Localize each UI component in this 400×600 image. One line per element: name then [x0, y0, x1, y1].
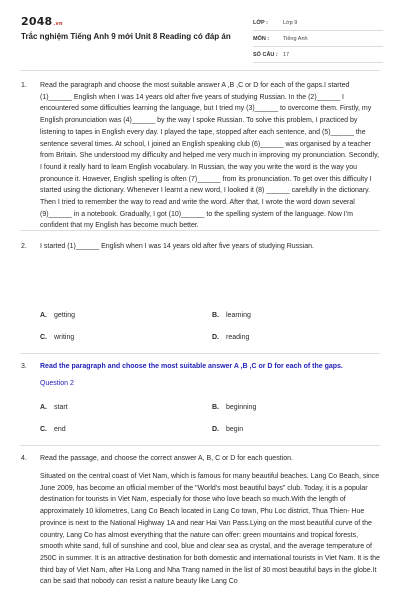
question-text: Read the paragraph and choose the most suitable answer A ,B ,C or D for each of the gaps.I started (1)______ English when I was 14 years old after five years of studying Russian. In the (2)______ I encountered some difficulties learning the language, but I tried my (3)______ to overcome them. Firstly, my English pronunciation was (4)______ by the way I spoke Russian. To solve this problem, I practiced by listening to tapes in English every day. I played the tape, stopped after each sentence, and (5)______ the sentence several times. At school, I joined an English speaking club (6)______ was organised by a teacher from Britain. She understood my difficulty and helped me very much in improving my pronunciation. Secondly, I found it really hard to learn English vocabulary. In Russian, the way you write the word is the way you pronounce it. However, English spelling is often (7)______ from its pronunciation. To get over this difficulty I started using the dictionary. Whenever I learnt a new word, I looked it (8) ______ carefully in the dictionary. Then I tried to remember the way to read and write the word. After that, I wrote the word down several (9)______ in a notebook. Gradually, I got (10)______ to the spelling system of the language. Now I'm confident that my English has become much better.: [40, 82, 380, 230]
meta-key: LỚP :: [253, 19, 268, 26]
option-text: end: [54, 426, 66, 433]
meta-row-count: [253, 47, 383, 63]
question-text: I started (1)______ English when I was 14 years old after five years of studying Russian.: [40, 243, 314, 250]
site-logo[interactable]: [21, 15, 63, 28]
option-c[interactable]: [40, 426, 66, 433]
option-b[interactable]: [212, 312, 251, 319]
option-key: D.: [212, 426, 219, 433]
question-text: Read the passage, and choose the correct answer A, B, C or D for each question.: [40, 455, 293, 462]
page-header: [0, 0, 400, 70]
question-text: Read the paragraph and choose the most suitable answer A ,B ,C or D for each of the gaps.: [40, 363, 343, 370]
meta-table: [253, 15, 383, 63]
page-title: Trắc nghiệm Tiếng Anh 9 mới Unit 8 Reading có đáp án: [21, 32, 231, 41]
meta-key: SỐ CÂU :: [253, 51, 278, 58]
option-key: B.: [212, 404, 219, 411]
option-text: reading: [226, 334, 250, 341]
option-key: D.: [212, 334, 219, 341]
meta-value: 17: [283, 51, 290, 58]
question-number: 1.: [21, 82, 27, 89]
divider: [20, 445, 380, 446]
option-text: writing: [54, 334, 75, 341]
divider: [20, 353, 380, 354]
option-key: C.: [40, 426, 47, 433]
divider: [20, 70, 380, 71]
option-text: learning: [226, 312, 251, 319]
option-d[interactable]: [212, 334, 249, 341]
option-d[interactable]: [212, 426, 243, 433]
question-number: 4.: [21, 455, 27, 462]
logo-main: 2048: [21, 15, 53, 28]
option-text: beginning: [226, 404, 257, 411]
logo-tld: .vn: [53, 21, 63, 27]
meta-row-subject: [253, 31, 383, 47]
divider: [20, 230, 380, 231]
option-key: A.: [40, 404, 47, 411]
option-text: begin: [226, 426, 244, 433]
question-3: [21, 361, 381, 373]
question-number: 3.: [21, 363, 27, 370]
question-subtitle: Question 2: [40, 380, 74, 387]
option-c[interactable]: [40, 334, 74, 341]
option-b[interactable]: [212, 404, 256, 411]
question-1: [21, 80, 381, 232]
option-a[interactable]: [40, 404, 68, 411]
meta-key: MÔN :: [253, 35, 270, 42]
option-key: B.: [212, 312, 219, 319]
question-number: 2.: [21, 243, 27, 250]
meta-row-class: [253, 15, 383, 31]
option-text: start: [54, 404, 68, 411]
question-4: [21, 453, 381, 465]
meta-value: Tiếng Anh: [283, 35, 308, 42]
option-key: C.: [40, 334, 47, 341]
option-key: A.: [40, 312, 47, 319]
question-2: [21, 241, 381, 253]
option-a[interactable]: [40, 312, 75, 319]
reading-passage: Situated on the central coast of Viet Nam, which is famous for many beautiful beaches. Lang Co Beach, since June 2009, has become an official member of the "World's most beautiful bays" club. Today, it is a popular destination for tourists in Viet Nam, especially for those who love beach so much.With the length of approximately 10 kilometres, Lang Co Beach located in Lang Co town, Phu Loc district, Thua Thien- Hue province is next to the National Highway 1A and near Hai Van Pass.Lying on the most beautiful curve of the country, Lang Co has almost everything that the nature can offer: green mountains and tropical forests, smooth white sand, full of sunshine and cool, blue and clear sea as crystal, and the average temperature of 250C in summer. It is an attractive destination for both domestic and international tourists in Viet Nam. It is the third bay of Viet Nam, after Ha Long and Nha Trang named in the list of 30 most beautiful bays in the globe.It can be said that nobody can resist a nature beauty like Lang Co: [40, 473, 380, 586]
option-text: getting: [54, 312, 76, 319]
meta-value: Lớp 9: [283, 19, 298, 26]
